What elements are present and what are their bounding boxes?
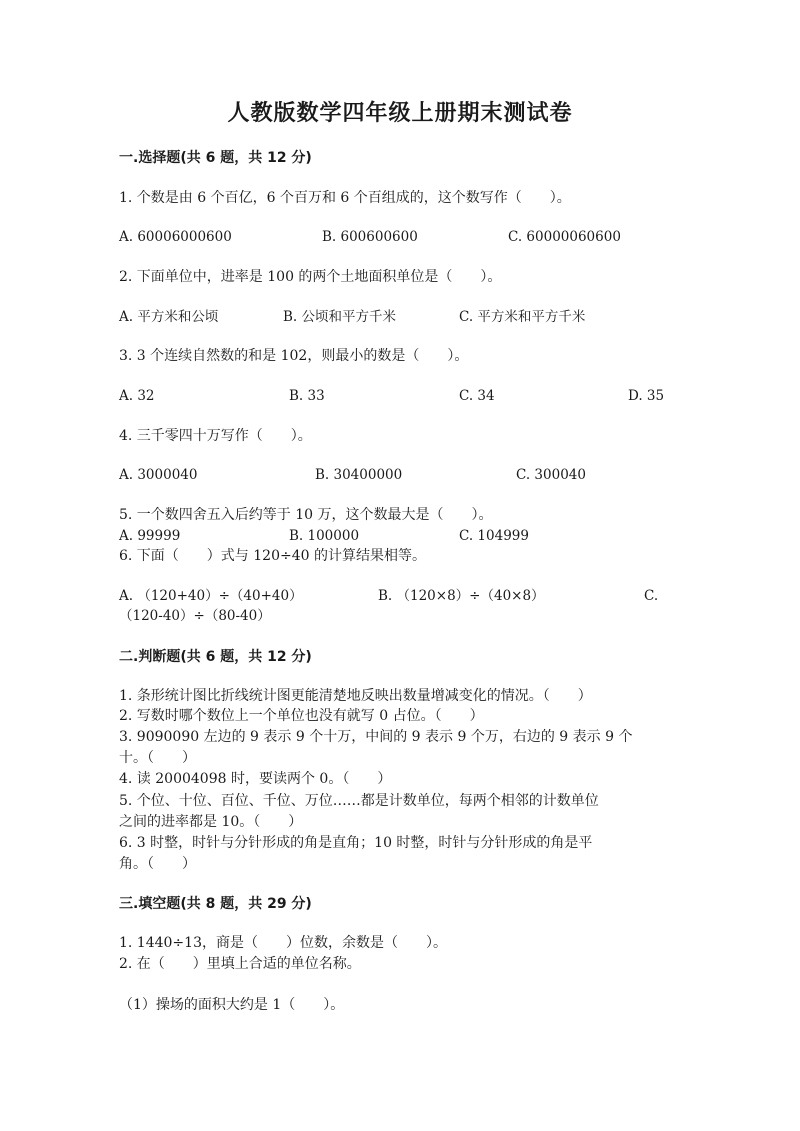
judgment-line: 4. 读 20004098 时，要读两个 0。（ ） (119, 771, 392, 787)
option-a: A. 3000040 (119, 467, 198, 483)
judgment-line: 5. 个位、十位、百位、千位、万位……都是计数单位，每两个相邻的计数单位 (119, 793, 599, 809)
judgment-line: 之间的进率都是 10。（ ） (119, 814, 303, 830)
option-b: B. 600600600 (322, 229, 418, 245)
option-d: D. 35 (628, 388, 665, 404)
question-text: 1. 个数是由 6 个百亿，6 个百万和 6 个百组成的，这个数写作（ ）。 (119, 190, 571, 206)
section-heading-choice: 一.选择题(共 6 题，共 12 分) (119, 150, 312, 166)
question-text: 4. 三千零四十万写作（ ）。 (119, 428, 312, 444)
judgment-line: 十。（ ） (119, 750, 196, 766)
option-b: B. （120×8）÷（40×8） (378, 588, 545, 604)
question-text: 6. 下面（ ）式与 120÷40 的计算结果相等。 (119, 548, 426, 564)
judgment-line: 6. 3 时整，时针与分针形成的角是直角；10 时整，时针与分针形成的角是平 (119, 835, 593, 851)
judgment-line: 3. 9090090 左边的 9 表示 9 个十万，中间的 9 表示 9 个万，右边的 9 表示 9 个 (119, 729, 633, 745)
option-c: C. 104999 (459, 528, 529, 544)
option-c: C. 平方米和平方千米 (459, 309, 586, 325)
option-a: A. 99999 (119, 528, 181, 544)
section-heading-judgment: 二.判断题(共 6 题，共 12 分) (119, 649, 312, 665)
question-text: 3. 3 个连续自然数的和是 102，则最小的数是（ ）。 (119, 348, 469, 364)
judgment-line: 角。（ ） (119, 856, 196, 872)
option-c-text: （120-40）÷（80-40） (119, 608, 271, 624)
option-b: B. 33 (289, 388, 325, 404)
option-a: A. 平方米和公顷 (119, 309, 219, 325)
question-text: 5. 一个数四舍五入后约等于 10 万，这个数最大是（ ）。 (119, 507, 493, 523)
judgment-line: 1. 条形统计图比折线统计图更能清楚地反映出数量增减变化的情况。（ ） (119, 688, 592, 704)
option-c: C. 300040 (516, 467, 586, 483)
question-text: 2. 下面单位中，进率是 100 的两个土地面积单位是（ ）。 (119, 269, 502, 285)
option-b: B. 100000 (289, 528, 360, 544)
option-b: B. 30400000 (315, 467, 403, 483)
option-b: B. 公顷和平方千米 (283, 309, 397, 325)
option-a: A. 32 (119, 388, 155, 404)
option-a: A. 60006000600 (119, 229, 232, 245)
fill-line: （1）操场的面积大约是 1（ ）。 (119, 997, 345, 1013)
section-heading-fill: 三.填空题(共 8 题，共 29 分) (119, 896, 312, 912)
option-c: C. (644, 588, 659, 604)
option-c: C. 34 (459, 388, 495, 404)
fill-line: 2. 在（ ）里填上合适的单位名称。 (119, 956, 361, 972)
judgment-line: 2. 写数时哪个数位上一个单位也没有就写 0 占位。（ ） (119, 708, 484, 724)
fill-line: 1. 1440÷13，商是（ ）位数，余数是（ ）。 (119, 935, 447, 951)
option-c: C. 60000060600 (508, 229, 621, 245)
page-title: 人教版数学四年级上册期末测试卷 (227, 101, 573, 126)
option-a: A. （120+40）÷（40+40） (119, 588, 303, 604)
